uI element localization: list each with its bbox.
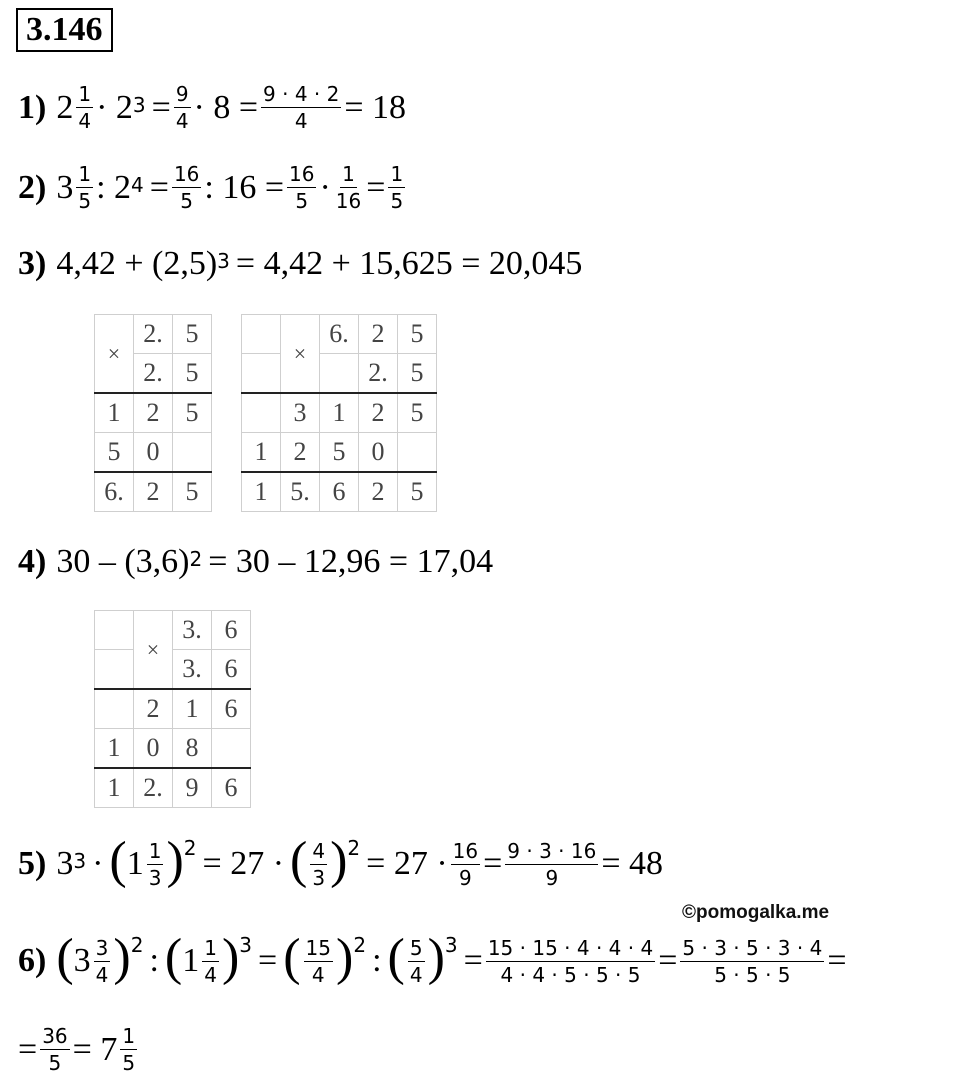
grid-cell: 1 [173, 689, 212, 729]
fraction: $\frac{4}{3}$ [312, 838, 326, 890]
grid-cell: 6 [320, 472, 359, 512]
left-paren: ( [290, 832, 308, 889]
equals: = [483, 845, 503, 882]
expression-text: · [319, 168, 331, 206]
grid-cell: 2 [359, 472, 398, 512]
grid-cell: 0 [134, 433, 173, 473]
grid-cell: 2 [134, 689, 173, 729]
grid-cell: 2. [134, 315, 173, 354]
expression-text: = 18 [344, 88, 407, 126]
grid-cell: 2 [134, 472, 173, 512]
fraction: $\frac{1}{5}$ [78, 162, 92, 213]
solution-line-1 [18, 82, 406, 133]
grid-cell: 6 [212, 689, 251, 729]
right-paren: ) [221, 929, 240, 986]
item-label: 5) [18, 845, 47, 882]
grid-cell [320, 354, 359, 394]
problem-number: 3.146 [16, 8, 113, 52]
left-paren: ( [283, 929, 301, 986]
grid-cell: 3. [173, 650, 212, 690]
equals: = [149, 168, 169, 206]
grid-cell: 1 [95, 729, 134, 769]
equals: = [658, 942, 678, 979]
expression-text: = 4,42 + 15,625 = 20,045 [235, 245, 583, 282]
grid-cell: 5 [398, 472, 437, 512]
fraction: $\frac{1}{4}$ [204, 935, 217, 987]
grid-cell: × [281, 315, 320, 394]
solution-line-3 [18, 245, 582, 283]
fraction: $\frac{16}{5}$ [173, 162, 200, 213]
fraction: $\frac{9 \cdot 4 \cdot 2}{4}$ [263, 82, 340, 133]
left-paren: ( [109, 832, 127, 889]
expression-text: · 8 = [193, 88, 259, 126]
equals: = [258, 942, 278, 979]
grid-cell: 5. [281, 472, 320, 512]
grid-cell: 1 [95, 393, 134, 433]
left-paren: ( [56, 929, 74, 986]
expression-text: = 7 [72, 1030, 118, 1068]
grid-cell: 8 [173, 729, 212, 769]
whole-part: 1 [126, 845, 144, 882]
fraction: $\frac{1}{5}$ [390, 162, 404, 213]
exponent: 3 [217, 249, 230, 273]
right-paren: ) [113, 929, 131, 986]
grid-cell: 1 [95, 768, 134, 808]
grid-cell [242, 393, 281, 433]
solution-line-7 [18, 1024, 140, 1075]
expression-text: 4,42 + (2,5) [56, 245, 218, 282]
expression-text: : [149, 942, 159, 979]
grid-cell: × [95, 315, 134, 394]
right-paren: ) [166, 832, 184, 889]
grid-cell: 2 [359, 393, 398, 433]
equals: = [18, 1030, 38, 1068]
grid-cell: 5 [398, 315, 437, 354]
fraction: $\frac{1}{16}$ [335, 162, 362, 213]
grid-cell [173, 433, 212, 473]
expression-text: = 30 – 12,96 = 17,04 [208, 543, 494, 580]
fraction: $\frac{5 \cdot 3 \cdot 5 \cdot 3 \cdot 4}{5 \cdot 5 \cdot 5}$ [682, 935, 823, 987]
grid-cell: 5 [173, 393, 212, 433]
grid-cell: 0 [359, 433, 398, 473]
expression-text: = 27 · [366, 845, 448, 882]
expression-text: : 16 = [204, 168, 285, 206]
item-label: 1) [18, 88, 47, 126]
grid-cell: 5 [173, 354, 212, 394]
grid-cell: 3 [281, 393, 320, 433]
item-label: 4) [18, 543, 47, 580]
exponent: 2 [189, 547, 203, 571]
grid-cell: 2 [281, 433, 320, 473]
fraction: $\frac{1}{3}$ [148, 838, 162, 890]
solution-line-6 [18, 929, 847, 987]
expression-text: · [92, 845, 104, 882]
expression-text: : 2 [96, 168, 132, 206]
solution-line-2 [18, 162, 408, 213]
fraction: $\frac{16}{9}$ [452, 838, 479, 890]
right-paren: ) [427, 929, 445, 986]
grid-cell: 5 [173, 315, 212, 354]
whole-part: 3 [73, 942, 91, 979]
grid-cell: 2. [359, 354, 398, 394]
equals: = [151, 88, 171, 126]
grid-cell: × [134, 611, 173, 690]
grid-cell [212, 729, 251, 769]
grid-cell: 5 [173, 472, 212, 512]
grid-cell: 5 [398, 393, 437, 433]
equals: = [366, 168, 386, 206]
exponent: 3 [444, 933, 458, 957]
fraction: $\frac{36}{5}$ [42, 1024, 68, 1075]
grid-cell [95, 611, 134, 650]
item-label: 3) [18, 245, 47, 282]
expression-text: 30 – (3,6) [56, 543, 190, 580]
grid-cell: 6. [95, 472, 134, 512]
grid-cell [398, 433, 437, 473]
exponent: 2 [347, 836, 361, 860]
exponent: 3 [73, 849, 87, 873]
exponent: 2 [183, 836, 197, 860]
exponent: 3 [239, 933, 253, 957]
grid-cell: 1 [242, 433, 281, 473]
fraction: $\frac{5}{4}$ [409, 935, 423, 987]
expression-text: 3 [56, 845, 74, 882]
fraction: $\frac{1}{4}$ [78, 82, 92, 133]
grid-cell [95, 650, 134, 690]
grid-cell: 2. [134, 768, 173, 808]
whole-part: 3 [56, 168, 74, 206]
grid-cell: 2 [134, 393, 173, 433]
item-label: 2) [18, 168, 47, 206]
fraction: $\frac{9}{4}$ [175, 82, 189, 133]
grid-cell: 3. [173, 611, 212, 650]
equals: = [827, 942, 847, 979]
exponent: 3 [132, 92, 146, 117]
exponent: 2 [130, 933, 144, 957]
grid-cell [242, 315, 281, 354]
expression-text: = 27 · [202, 845, 285, 882]
grid-cell: 1 [320, 393, 359, 433]
fraction: $\frac{1}{5}$ [122, 1024, 136, 1075]
expression-text: : [372, 942, 382, 979]
exponent: 4 [131, 172, 144, 197]
grid-cell: 5 [95, 433, 134, 473]
solution-line-5 [18, 832, 664, 890]
equals: = [463, 942, 483, 979]
right-paren: ) [330, 832, 348, 889]
solution-line-4 [18, 543, 493, 581]
grid-cell: 0 [134, 729, 173, 769]
grid-cell: 2 [359, 315, 398, 354]
watermark: ©pomogalka.me [682, 902, 830, 923]
fraction: $\frac{9 \cdot 3 \cdot 16}{9}$ [507, 838, 597, 890]
whole-part: 1 [182, 942, 200, 979]
left-paren: ( [387, 929, 405, 986]
expression-text: = 48 [601, 845, 664, 882]
grid-cell: 5 [398, 354, 437, 394]
exponent: 2 [353, 933, 367, 957]
fraction: $\frac{3}{4}$ [95, 935, 109, 987]
grid-cell: 1 [242, 472, 281, 512]
grid-cell: 6 [212, 768, 251, 808]
multiplication-grid-1 [94, 314, 212, 512]
grid-cell [95, 689, 134, 729]
fraction: $\frac{15}{4}$ [305, 935, 331, 987]
grid-cell: 5 [320, 433, 359, 473]
grid-cell: 6 [212, 650, 251, 690]
grid-cell: 6. [320, 315, 359, 354]
multiplication-grid-2 [241, 314, 437, 512]
fraction: $\frac{16}{5}$ [289, 162, 315, 213]
grid-cell: 9 [173, 768, 212, 808]
grid-cell: 2. [134, 354, 173, 394]
left-paren: ( [164, 929, 183, 986]
right-paren: ) [336, 929, 354, 986]
grid-cell: 6 [212, 611, 251, 650]
fraction: $\frac{15 \cdot 15 \cdot 4 \cdot 4 \cdot 4}{4 \cdot 4 \cdot 5 \cdot 5 \cdot 5}$ [487, 935, 654, 987]
grid-cell [242, 354, 281, 394]
multiplication-grid-3 [94, 610, 251, 808]
whole-part: 2 [56, 88, 74, 126]
item-label: 6) [18, 942, 47, 979]
expression-text: · 2 [96, 88, 133, 126]
